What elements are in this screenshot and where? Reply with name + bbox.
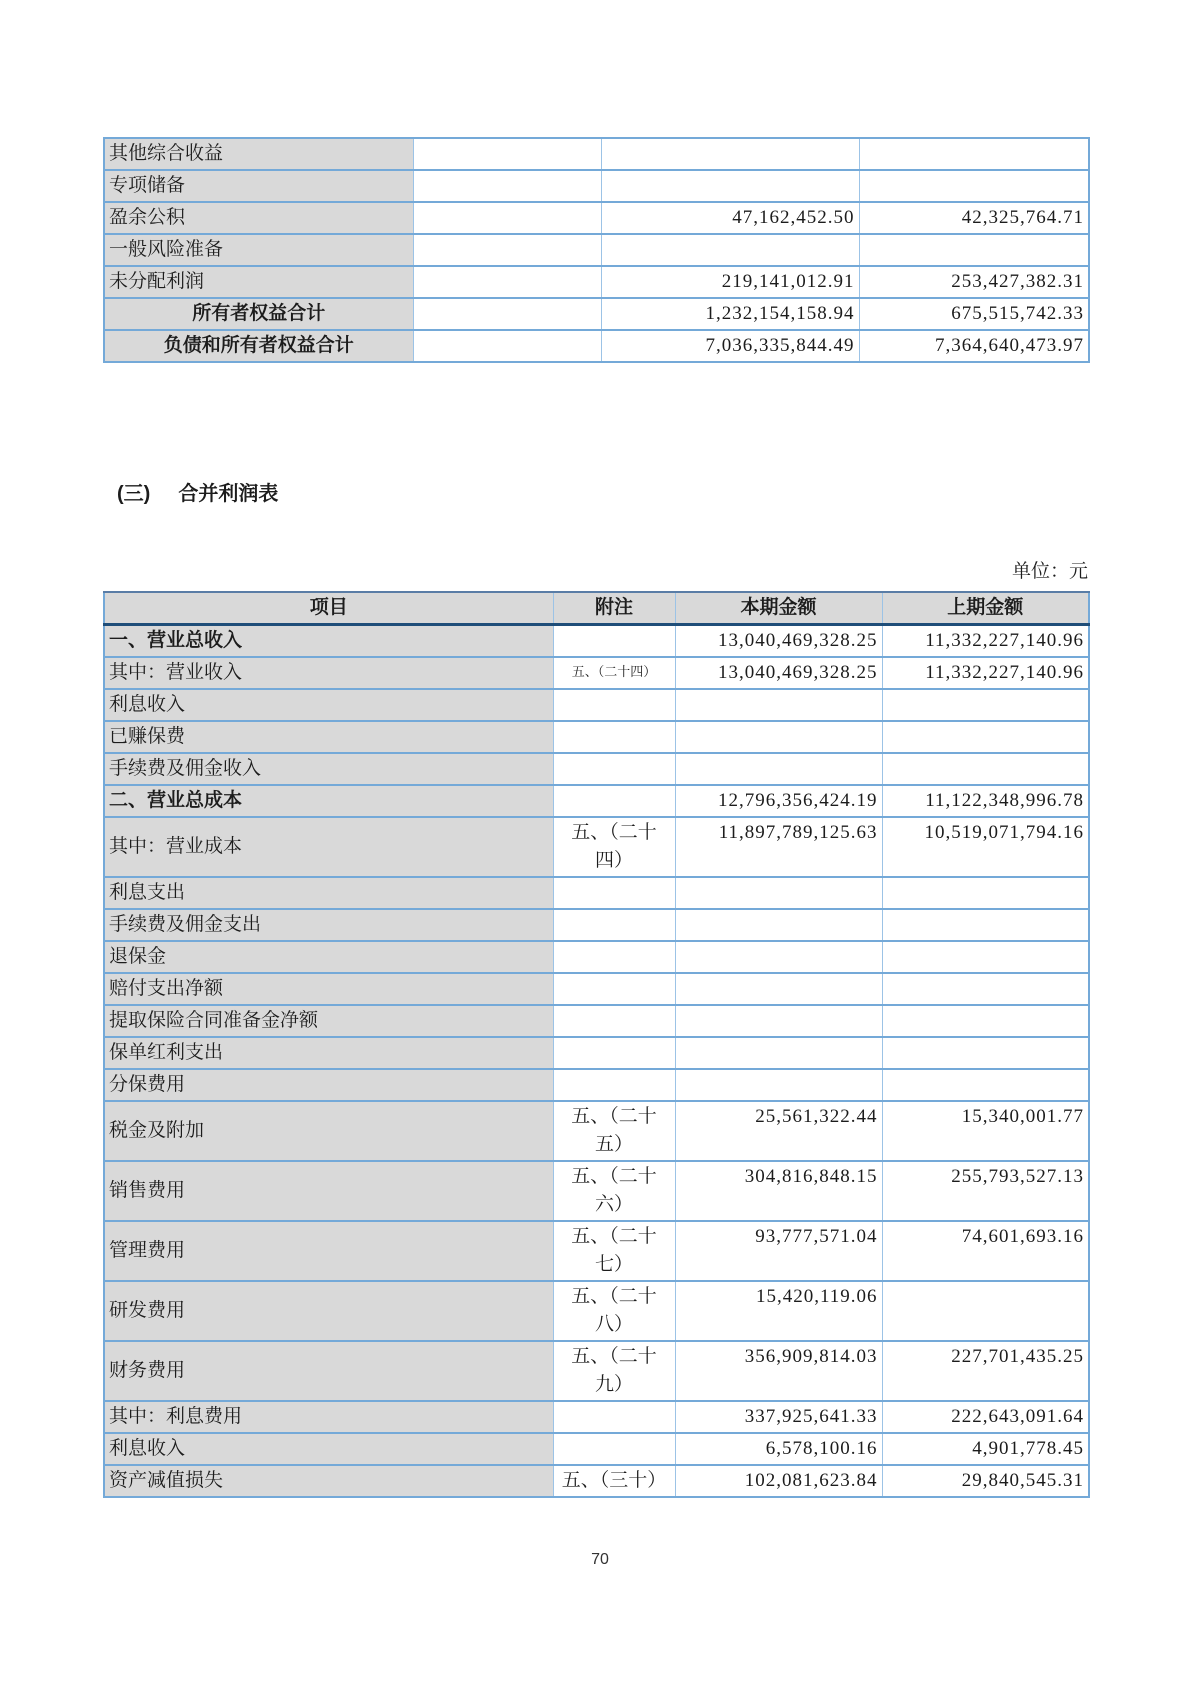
balance-sheet-continuation-table [103, 137, 1090, 363]
current-amount-cell [675, 721, 882, 753]
note-cell: 五、（二十七） [553, 1221, 675, 1281]
current-amount-cell: 13,040,469,328.25 [675, 625, 882, 658]
item-label-cell: 其他综合收益 [104, 138, 413, 170]
item-label-cell: 其中：营业成本 [104, 817, 553, 877]
table-row [104, 973, 1089, 1005]
column-header-current-period: 本期金额 [675, 592, 882, 625]
prior-amount-cell: 11,122,348,996.78 [882, 785, 1089, 817]
prior-amount-cell [882, 689, 1089, 721]
column-header-prior-period: 上期金额 [882, 592, 1089, 625]
note-cell [553, 753, 675, 785]
note-cell [553, 973, 675, 1005]
item-label-cell: 一、营业总收入 [104, 625, 553, 658]
prior-amount-cell [882, 1069, 1089, 1101]
table-row [104, 202, 1089, 234]
current-amount-cell: 356,909,814.03 [675, 1341, 882, 1401]
current-amount-cell [675, 1005, 882, 1037]
table-row [104, 1037, 1089, 1069]
item-label-cell: 利息收入 [104, 1433, 553, 1465]
item-label-cell: 负债和所有者权益合计 [104, 330, 413, 362]
table-row [104, 1465, 1089, 1497]
table-row [104, 266, 1089, 298]
column-header-note: 附注 [553, 592, 675, 625]
item-label-cell: 提取保险合同准备金净额 [104, 1005, 553, 1037]
table-row [104, 1341, 1089, 1401]
current-amount-cell: 15,420,119.06 [675, 1281, 882, 1341]
item-label-cell: 利息收入 [104, 689, 553, 721]
current-amount-cell [675, 941, 882, 973]
item-label-cell: 分保费用 [104, 1069, 553, 1101]
prior-amount-cell [882, 1005, 1089, 1037]
note-cell [553, 721, 675, 753]
note-cell [413, 202, 601, 234]
current-amount-cell: 102,081,623.84 [675, 1465, 882, 1497]
current-amount-cell [675, 877, 882, 909]
prior-amount-cell: 74,601,693.16 [882, 1221, 1089, 1281]
note-cell [553, 1433, 675, 1465]
current-amount-cell: 6,578,100.16 [675, 1433, 882, 1465]
current-amount-cell [675, 689, 882, 721]
table-row [104, 330, 1089, 362]
prior-amount-cell: 255,793,527.13 [882, 1161, 1089, 1221]
note-cell [413, 298, 601, 330]
note-cell [553, 1069, 675, 1101]
current-amount-cell [675, 1037, 882, 1069]
header-row [104, 592, 1089, 625]
current-amount-cell: 25,561,322.44 [675, 1101, 882, 1161]
item-label-cell: 二、营业总成本 [104, 785, 553, 817]
table-row [104, 941, 1089, 973]
prior-amount-cell: 7,364,640,473.97 [859, 330, 1089, 362]
prior-amount-cell [882, 1037, 1089, 1069]
note-cell [553, 1037, 675, 1069]
item-label-cell: 一般风险准备 [104, 234, 413, 266]
table-row [104, 234, 1089, 266]
item-label-cell: 未分配利润 [104, 266, 413, 298]
note-cell: 五、（二十五） [553, 1101, 675, 1161]
note-cell [553, 877, 675, 909]
item-label-cell: 盈余公积 [104, 202, 413, 234]
current-amount-cell: 11,897,789,125.63 [675, 817, 882, 877]
prior-amount-cell: 253,427,382.31 [859, 266, 1089, 298]
note-cell: 五、（二十八） [553, 1281, 675, 1341]
note-cell [553, 625, 675, 658]
table-row [104, 785, 1089, 817]
current-amount-cell [675, 973, 882, 1005]
item-label-cell: 所有者权益合计 [104, 298, 413, 330]
table-row [104, 817, 1089, 877]
item-label-cell: 保单红利支出 [104, 1037, 553, 1069]
note-cell: 五、（三十） [553, 1465, 675, 1497]
section-title: 合并利润表 [178, 483, 279, 505]
prior-amount-cell: 10,519,071,794.16 [882, 817, 1089, 877]
current-amount-cell [675, 909, 882, 941]
item-label-cell: 资产减值损失 [104, 1465, 553, 1497]
item-label-cell: 研发费用 [104, 1281, 553, 1341]
current-amount-cell: 13,040,469,328.25 [675, 657, 882, 689]
item-label-cell: 利息支出 [104, 877, 553, 909]
note-cell [553, 785, 675, 817]
prior-amount-cell: 222,643,091.64 [882, 1401, 1089, 1433]
note-cell [413, 138, 601, 170]
page-number: 70 [591, 1551, 609, 1568]
current-amount-cell: 219,141,012.91 [601, 266, 859, 298]
prior-amount-cell [882, 973, 1089, 1005]
note-cell [553, 689, 675, 721]
prior-amount-cell: 42,325,764.71 [859, 202, 1089, 234]
prior-amount-cell [859, 138, 1089, 170]
note-cell: 五、（二十四） [553, 817, 675, 877]
current-amount-cell: 12,796,356,424.19 [675, 785, 882, 817]
item-label-cell: 赔付支出净额 [104, 973, 553, 1005]
column-header-item: 项目 [104, 592, 553, 625]
note-cell [413, 170, 601, 202]
current-amount-cell: 7,036,335,844.49 [601, 330, 859, 362]
item-label-cell: 财务费用 [104, 1341, 553, 1401]
table-row [104, 298, 1089, 330]
item-label-cell: 手续费及佣金收入 [104, 753, 553, 785]
note-cell [553, 941, 675, 973]
table-row [104, 1069, 1089, 1101]
current-amount-cell [675, 1069, 882, 1101]
prior-amount-cell [882, 753, 1089, 785]
prior-amount-cell: 675,515,742.33 [859, 298, 1089, 330]
note-cell: 五、（二十六） [553, 1161, 675, 1221]
table-row [104, 1161, 1089, 1221]
current-amount-cell [601, 170, 859, 202]
prior-amount-cell [859, 234, 1089, 266]
item-label-cell: 已赚保费 [104, 721, 553, 753]
current-amount-cell: 304,816,848.15 [675, 1161, 882, 1221]
table-row [104, 1433, 1089, 1465]
note-cell: 五、（二十四） [553, 657, 675, 689]
prior-amount-cell [882, 877, 1089, 909]
note-cell [553, 1401, 675, 1433]
current-amount-cell: 337,925,641.33 [675, 1401, 882, 1433]
prior-amount-cell: 29,840,545.31 [882, 1465, 1089, 1497]
section-index: (三) [117, 483, 151, 505]
prior-amount-cell [882, 909, 1089, 941]
item-label-cell: 其中：利息费用 [104, 1401, 553, 1433]
prior-amount-cell: 11,332,227,140.96 [882, 657, 1089, 689]
item-label-cell: 管理费用 [104, 1221, 553, 1281]
table-row [104, 1281, 1089, 1341]
item-label-cell: 退保金 [104, 941, 553, 973]
prior-amount-cell: 4,901,778.45 [882, 1433, 1089, 1465]
table-row [104, 689, 1089, 721]
note-cell [553, 909, 675, 941]
table-row [104, 1101, 1089, 1161]
current-amount-cell [601, 234, 859, 266]
current-amount-cell [675, 753, 882, 785]
prior-amount-cell [859, 170, 1089, 202]
unit-label: 单位：元 [1011, 561, 1088, 582]
item-label-cell: 其中：营业收入 [104, 657, 553, 689]
note-cell [413, 330, 601, 362]
current-amount-cell [601, 138, 859, 170]
prior-amount-cell: 15,340,001.77 [882, 1101, 1089, 1161]
income-statement-table [103, 591, 1090, 1498]
table-row [104, 625, 1089, 658]
prior-amount-cell [882, 1281, 1089, 1341]
current-amount-cell: 1,232,154,158.94 [601, 298, 859, 330]
note-cell [553, 1005, 675, 1037]
item-label-cell: 税金及附加 [104, 1101, 553, 1161]
table-row [104, 138, 1089, 170]
table-row [104, 753, 1089, 785]
prior-amount-cell: 11,332,227,140.96 [882, 625, 1089, 658]
table-row [104, 1005, 1089, 1037]
table-row [104, 1401, 1089, 1433]
item-label-cell: 销售费用 [104, 1161, 553, 1221]
income-table-header [104, 592, 1089, 625]
prior-amount-cell [882, 721, 1089, 753]
table-row [104, 877, 1089, 909]
note-cell [413, 266, 601, 298]
note-cell: 五、（二十九） [553, 1341, 675, 1401]
section-heading [117, 477, 278, 506]
item-label-cell: 专项储备 [104, 170, 413, 202]
table-row [104, 657, 1089, 689]
note-cell [413, 234, 601, 266]
current-amount-cell: 93,777,571.04 [675, 1221, 882, 1281]
table-row [104, 170, 1089, 202]
prior-amount-cell [882, 941, 1089, 973]
current-amount-cell: 47,162,452.50 [601, 202, 859, 234]
item-label-cell: 手续费及佣金支出 [104, 909, 553, 941]
table-row [104, 909, 1089, 941]
table-row [104, 721, 1089, 753]
prior-amount-cell: 227,701,435.25 [882, 1341, 1089, 1401]
table-row [104, 1221, 1089, 1281]
